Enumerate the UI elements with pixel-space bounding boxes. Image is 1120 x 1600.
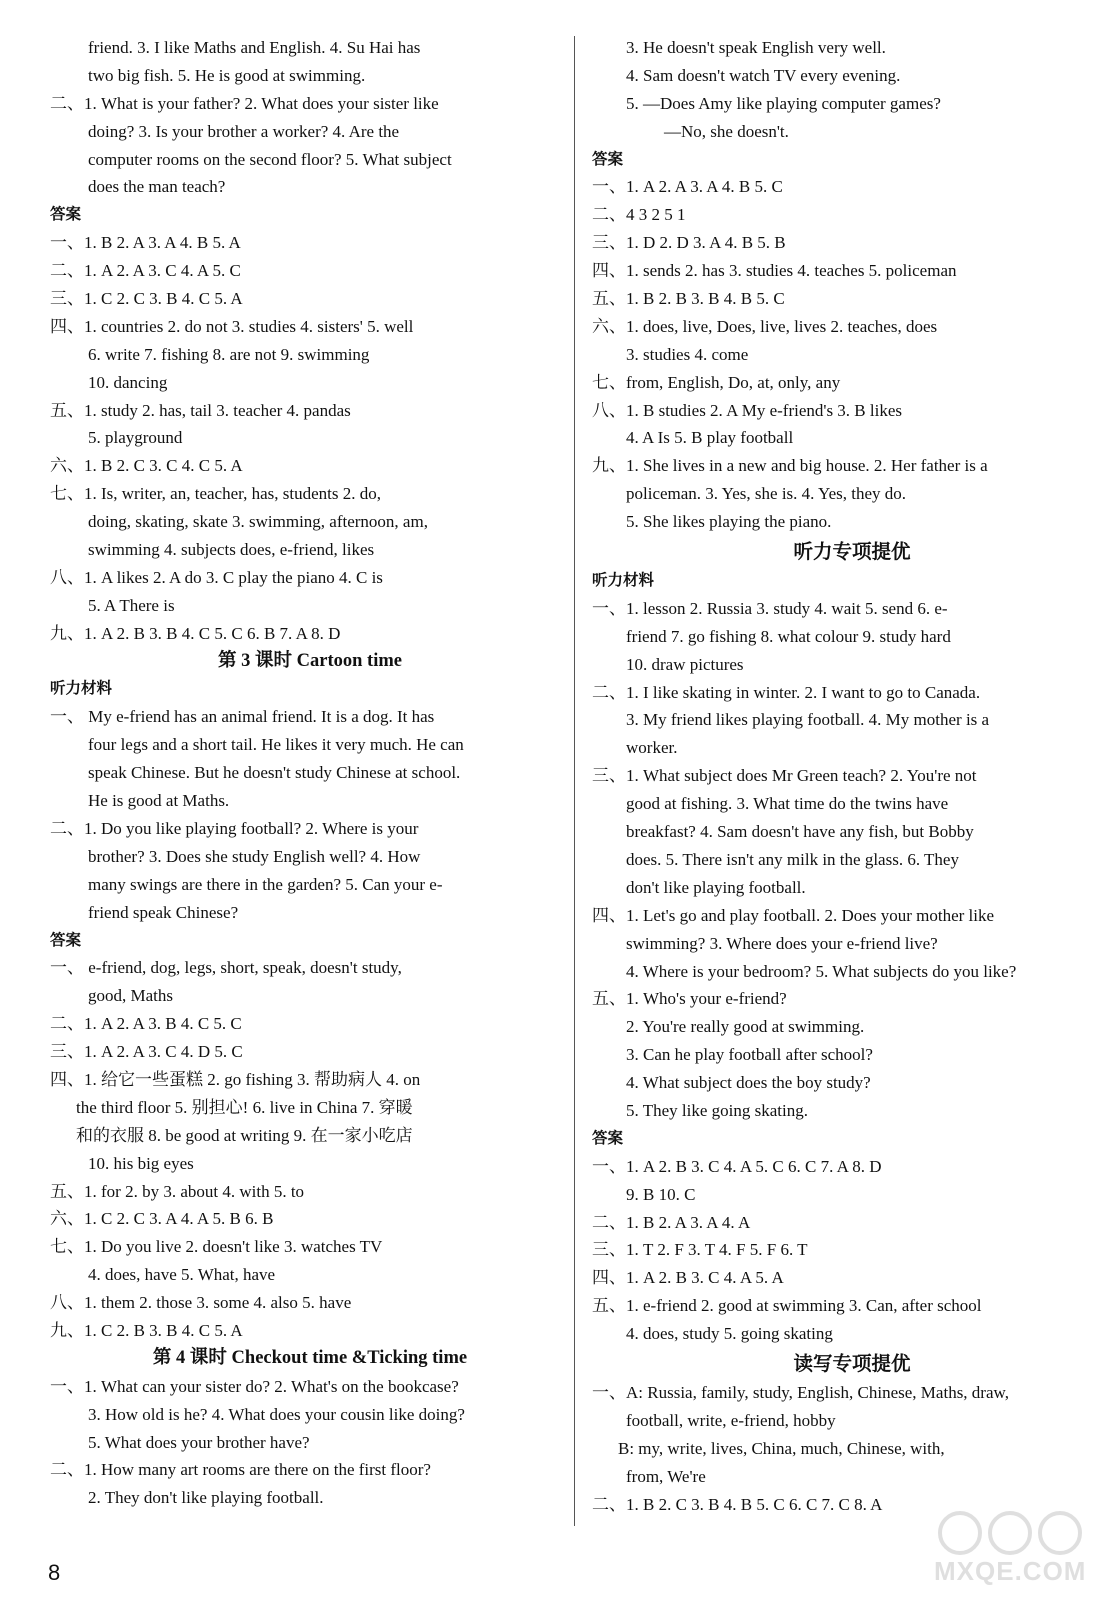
right-line: worker. (626, 738, 678, 758)
right-line: 5. They like going skating. (626, 1100, 808, 1120)
left-line: 四、1. countries 2. do not 3. studies 4. sisters' 5. well (50, 316, 414, 336)
left-line: 二、1. A 2. A 3. B 4. C 5. C (50, 1014, 242, 1034)
right-line: 3. My friend likes playing football. 4. My mother is a (626, 710, 990, 730)
left-line: 第 3 课时 Cartoon time (218, 650, 402, 671)
right-line: 七、from, English, Do, at, only, any (592, 372, 841, 392)
right-line: don't like playing football. (626, 877, 806, 897)
left-line: doing? 3. Is your brother a worker? 4. Are the (88, 121, 400, 141)
right-line: 一、1. lesson 2. Russia 3. study 4. wait 5. send 6. e- (592, 598, 948, 618)
right-line: 三、1. D 2. D 3. A 4. B 5. B (592, 233, 786, 253)
right-line: policeman. 3. Yes, she is. 4. Yes, they do. (626, 484, 907, 504)
left-line: 六、1. B 2. C 3. C 4. C 5. A (50, 456, 243, 476)
right-line: breakfast? 4. Sam doesn't have any fish, but Bobby (626, 822, 974, 842)
left-line: four legs and a short tail. He likes it very much. He can (88, 735, 464, 755)
right-line: 八、1. B studies 2. A My e-friend's 3. B likes (592, 400, 903, 420)
right-line: 读写专项提优 (793, 1351, 911, 1375)
left-line: brother? 3. Does she study English well? 4. How (88, 846, 421, 866)
right-line: football, write, e-friend, hobby (626, 1410, 836, 1430)
left-line: 九、1. C 2. B 3. B 4. C 5. A (50, 1320, 243, 1340)
left-line: 一、 My e-friend has an animal friend. It is a dog. It has (50, 707, 435, 727)
right-line: 四、1. Let's go and play football. 2. Does your mother like (592, 905, 995, 925)
left-line: two big fish. 5. He is good at swimming. (88, 65, 366, 85)
left-line: 三、1. C 2. C 3. B 4. C 5. A (50, 289, 243, 309)
left-line: the third floor 5. 别担心! 6. live in China 7. 穿暖 (76, 1097, 413, 1117)
left-line: 三、1. A 2. A 3. C 4. D 5. C (50, 1042, 243, 1062)
left-line: 2. They don't like playing football. (88, 1488, 324, 1508)
right-line: good at fishing. 3. What time do the twins have (626, 794, 949, 814)
page-number: 8 (48, 1560, 61, 1585)
right-line: 5. She likes playing the piano. (626, 512, 832, 532)
right-line: 答案 (592, 1128, 624, 1147)
left-line: 一、 e-friend, dog, legs, short, speak, doesn't study, (50, 958, 402, 978)
left-line: 二、1. A 2. A 3. C 4. A 5. C (50, 261, 241, 281)
right-line: 九、1. She lives in a new and big house. 2. Her father is a (592, 456, 988, 476)
left-line: 答案 (50, 930, 82, 949)
right-line: 9. B 10. C (626, 1184, 696, 1204)
right-line: 3. He doesn't speak English very well. (626, 38, 886, 57)
right-line: from, We're (626, 1466, 706, 1486)
right-line: 二、1. I like skating in winter. 2. I want to go to Canada. (592, 682, 981, 702)
left-line: 八、1. them 2. those 3. some 4. also 5. have (50, 1293, 352, 1313)
left-line: 3. How old is he? 4. What does your cousin like doing? (88, 1404, 465, 1424)
right-line: friend 7. go fishing 8. what colour 9. study hard (626, 626, 951, 646)
left-line: 二、1. How many art rooms are there on the first floor? (50, 1460, 431, 1480)
right-line: 3. Can he play football after school? (626, 1045, 873, 1065)
left-line: many swings are there in the garden? 5. Can your e- (88, 874, 443, 894)
right-line: 二、4 3 2 5 1 (592, 205, 686, 225)
right-line: 3. studies 4. come (626, 344, 749, 364)
left-line: 七、1. Is, writer, an, teacher, has, students 2. do, (50, 484, 382, 504)
left-line: 一、1. B 2. A 3. A 4. B 5. A (50, 233, 241, 253)
watermark-glyph-icon (930, 1508, 1110, 1558)
column-divider (574, 36, 575, 1526)
left-line: 五、1. study 2. has, tail 3. teacher 4. pandas (50, 400, 351, 420)
right-line: —No, she doesn't. (664, 121, 789, 141)
right-line: 一、1. A 2. A 3. A 4. B 5. C (592, 177, 783, 197)
right-line: swimming? 3. Where does your e-friend live? (626, 933, 938, 953)
right-line: 答案 (592, 149, 624, 168)
left-column (50, 34, 570, 1512)
left-line: 八、1. A likes 2. A do 3. C play the piano 4. C is (50, 567, 383, 587)
right-line: 听力材料 (592, 571, 655, 590)
left-line: 10. his big eyes (88, 1153, 194, 1173)
left-line: 答案 (50, 205, 82, 224)
right-line: does. 5. There isn't any milk in the glass. 6. They (626, 849, 959, 869)
right-line: 听力专项提优 (793, 540, 911, 564)
right-line: 四、1. sends 2. has 3. studies 4. teaches 5. policeman (592, 261, 957, 281)
left-line: 10. dancing (88, 372, 168, 392)
left-line: 第 4 课时 Checkout time &Ticking time (152, 1347, 468, 1368)
left-line: He is good at Maths. (88, 791, 230, 811)
left-line: 二、1. What is your father? 2. What does your sister like (50, 93, 439, 113)
left-line: speak Chinese. But he doesn't study Chinese at school. (88, 763, 461, 783)
left-line: 听力材料 (50, 679, 113, 698)
right-line: 5. —Does Amy like playing computer games? (626, 93, 941, 113)
right-line: 三、1. T 2. F 3. T 4. F 5. F 6. T (592, 1240, 808, 1260)
watermark-text: MXQE.COM (934, 1556, 1087, 1586)
left-line: computer rooms on the second floor? 5. What subject (88, 149, 452, 169)
left-line: 4. does, have 5. What, have (88, 1265, 276, 1285)
left-line: 5. What does your brother have? (88, 1432, 310, 1452)
right-line: 10. draw pictures (626, 654, 744, 674)
left-line: 九、1. A 2. B 3. B 4. C 5. C 6. B 7. A 8. D (50, 623, 341, 643)
right-line: 三、1. What subject does Mr Green teach? 2. You're not (592, 766, 977, 786)
left-line: 5. A There is (88, 595, 175, 615)
right-line: 2. You're really good at swimming. (626, 1017, 865, 1037)
right-line: 一、1. A 2. B 3. C 4. A 5. C 6. C 7. A 8. D (592, 1156, 882, 1176)
right-line: 一、A: Russia, family, study, English, Chinese, Maths, draw, (592, 1382, 1009, 1402)
left-line: 和的衣服 8. be good at writing 9. 在一家小吃店 (76, 1125, 413, 1145)
right-line: 二、1. B 2. A 3. A 4. A (592, 1212, 751, 1232)
left-line: 6. write 7. fishing 8. are not 9. swimming (88, 344, 370, 364)
left-line: doing, skating, skate 3. swimming, afternoon, am, (88, 512, 428, 532)
left-line: 六、1. C 2. C 3. A 4. A 5. B 6. B (50, 1209, 274, 1229)
right-column (592, 34, 1112, 1518)
left-line: 一、1. What can your sister do? 2. What's on the bookcase? (50, 1376, 459, 1396)
left-line: friend speak Chinese? (88, 902, 239, 922)
right-line: 五、1. B 2. B 3. B 4. B 5. C (592, 289, 785, 309)
left-line: 5. playground (88, 428, 183, 448)
right-line: 4. does, study 5. going skating (626, 1324, 833, 1344)
right-line: 五、1. Who's your e-friend? (592, 989, 787, 1009)
right-line: 4. Where is your bedroom? 5. What subjects do you like? (626, 961, 1017, 981)
left-line: swimming 4. subjects does, e-friend, likes (88, 540, 375, 560)
right-line: B: my, write, lives, China, much, Chinese, with, (618, 1438, 945, 1458)
right-line: 六、1. does, live, Does, live, lives 2. teaches, does (592, 316, 938, 336)
left-line: friend. 3. I like Maths and English. 4. Su Hai has (88, 38, 421, 57)
left-line: good, Maths (88, 986, 173, 1006)
right-line: 五、1. e-friend 2. good at swimming 3. Can, after school (592, 1296, 982, 1316)
right-line: 四、1. A 2. B 3. C 4. A 5. A (592, 1268, 784, 1288)
right-line: 二、1. B 2. C 3. B 4. B 5. C 6. C 7. C 8. A (592, 1494, 883, 1514)
watermark-logo (930, 1508, 1110, 1594)
right-line: 4. A Is 5. B play football (626, 428, 794, 448)
right-line: 4. Sam doesn't watch TV every evening. (626, 65, 901, 85)
left-line: 四、1. 给它一些蛋糕 2. go fishing 3. 帮助病人 4. on (50, 1069, 421, 1089)
right-line: 4. What subject does the boy study? (626, 1073, 871, 1093)
left-line: 五、1. for 2. by 3. about 4. with 5. to (50, 1181, 305, 1201)
left-line: 七、1. Do you live 2. doesn't like 3. watches TV (50, 1237, 383, 1257)
left-line: does the man teach? (88, 177, 226, 197)
left-line: 二、1. Do you like playing football? 2. Where is your (50, 818, 419, 838)
